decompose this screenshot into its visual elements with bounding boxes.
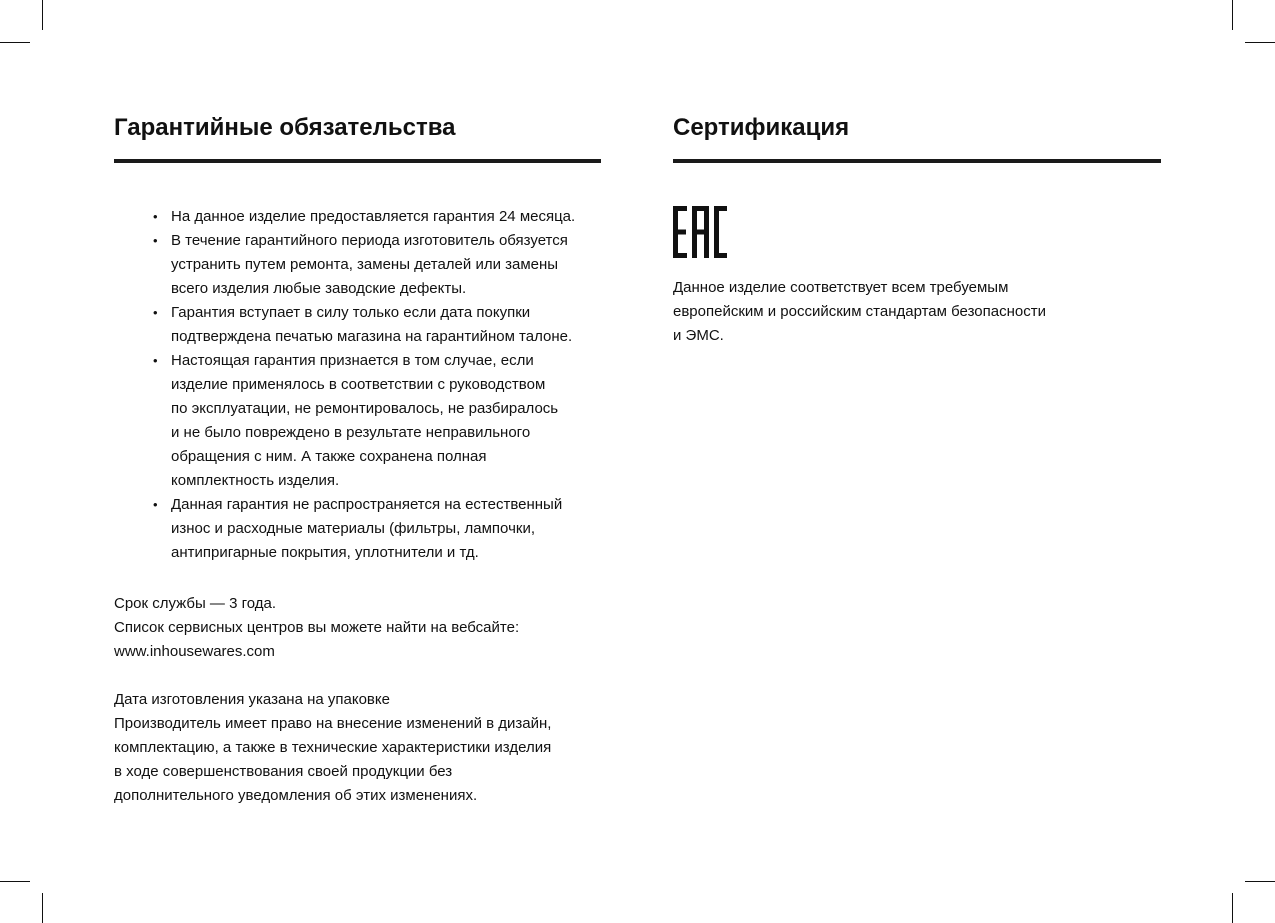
service-life-text: Срок службы — 3 года. xyxy=(114,595,277,612)
certification-title-rule xyxy=(673,159,1161,163)
bullet-mark: • xyxy=(153,305,158,320)
crop-mark-bottom-right-vertical xyxy=(1232,893,1233,923)
crop-mark-bottom-left-horizontal xyxy=(0,881,30,882)
eac-letter-e-bottom xyxy=(673,253,687,258)
manufacture-line: Производитель имеет право на внесение изменений в дизайн, xyxy=(114,715,552,732)
certification-section xyxy=(673,114,1161,348)
bullet-mark: • xyxy=(153,209,158,224)
bullet-line: антипригарные покрытия, уплотнители и тд. xyxy=(171,544,479,561)
certification-line: и ЭМС. xyxy=(673,327,724,344)
manufacture-line: комплектацию, а также в технические характеристики изделия xyxy=(114,739,552,756)
bullet-mark: • xyxy=(153,233,158,248)
crop-mark-top-right-horizontal xyxy=(1245,42,1275,43)
warranty-bullet-list xyxy=(114,205,601,565)
bullet-line: обращения с ним. А также сохранена полная xyxy=(171,448,487,465)
bullet-line: устранить путем ремонта, замены деталей или замены xyxy=(171,256,559,273)
bullet-line: износ и расходные материалы (фильтры, лампочки, xyxy=(171,520,535,537)
warranty-title-rule xyxy=(114,159,601,163)
warranty-section xyxy=(114,114,601,808)
website-link[interactable]: www.inhousewares.com xyxy=(114,643,275,660)
bullet-line: всего изделия любые заводские дефекты. xyxy=(171,280,467,297)
eac-letter-c-stem xyxy=(714,206,719,258)
bullet-line: комплектность изделия. xyxy=(171,472,340,489)
crop-mark-top-right-vertical xyxy=(1232,0,1233,30)
manufacture-line: в ходе совершенствования своей продукции без xyxy=(114,763,453,780)
certification-paragraph xyxy=(673,276,1161,348)
bullet-line: подтверждена печатью магазина на гарантийном талоне. xyxy=(171,328,573,345)
certification-title: Сертификация xyxy=(673,114,850,141)
manufacture-paragraph xyxy=(114,688,601,808)
warranty-bullet-item xyxy=(153,229,601,301)
warranty-bullet-item xyxy=(153,205,601,229)
service-life-paragraph xyxy=(114,592,601,664)
warranty-bullet-item xyxy=(153,349,601,493)
eac-logo-icon xyxy=(673,206,727,258)
bullet-line: Настоящая гарантия признается в том случае, если xyxy=(171,352,534,369)
eac-letter-c-top xyxy=(714,206,727,211)
eac-letter-c-bottom xyxy=(714,253,727,258)
bullet-line: На данное изделие предоставляется гарантия 24 месяца. xyxy=(171,208,576,225)
bullet-line: и не было повреждено в результате неправильного xyxy=(171,424,531,441)
eac-letter-a-top xyxy=(692,206,709,211)
warranty-bullet-item xyxy=(153,493,601,565)
manufacture-line: Дата изготовления указана на упаковке xyxy=(114,691,390,708)
crop-mark-top-left-horizontal xyxy=(0,42,30,43)
bullet-line: по эксплуатации, не ремонтировалось, не разбиралось xyxy=(171,400,559,417)
warranty-bullet-item xyxy=(153,301,601,349)
bullet-line: В течение гарантийного периода изготовитель обязуется xyxy=(171,232,568,249)
bullet-mark: • xyxy=(153,497,158,512)
eac-letter-e-top xyxy=(673,206,687,211)
bullet-line: Гарантия вступает в силу только если дата покупки xyxy=(171,304,531,321)
manufacture-line: дополнительного уведомления об этих изменениях. xyxy=(114,787,478,804)
crop-mark-bottom-left-vertical xyxy=(42,893,43,923)
crop-mark-bottom-right-horizontal xyxy=(1245,881,1275,882)
crop-mark-top-left-vertical xyxy=(42,0,43,30)
certification-line: европейским и российским стандартам безопасности xyxy=(673,303,1046,320)
bullet-line: Данная гарантия не распространяется на естественный xyxy=(171,496,563,513)
eac-letter-e-middle xyxy=(673,230,686,235)
bullet-line: изделие применялось в соответствии с руководством xyxy=(171,376,546,393)
bullet-mark: • xyxy=(153,353,158,368)
service-centers-text: Список сервисных центров вы можете найти на вебсайте: xyxy=(114,619,520,636)
certification-line: Данное изделие соответствует всем требуемым xyxy=(673,279,1009,296)
eac-letter-a-bar xyxy=(692,230,709,235)
warranty-title: Гарантийные обязательства xyxy=(114,114,456,141)
